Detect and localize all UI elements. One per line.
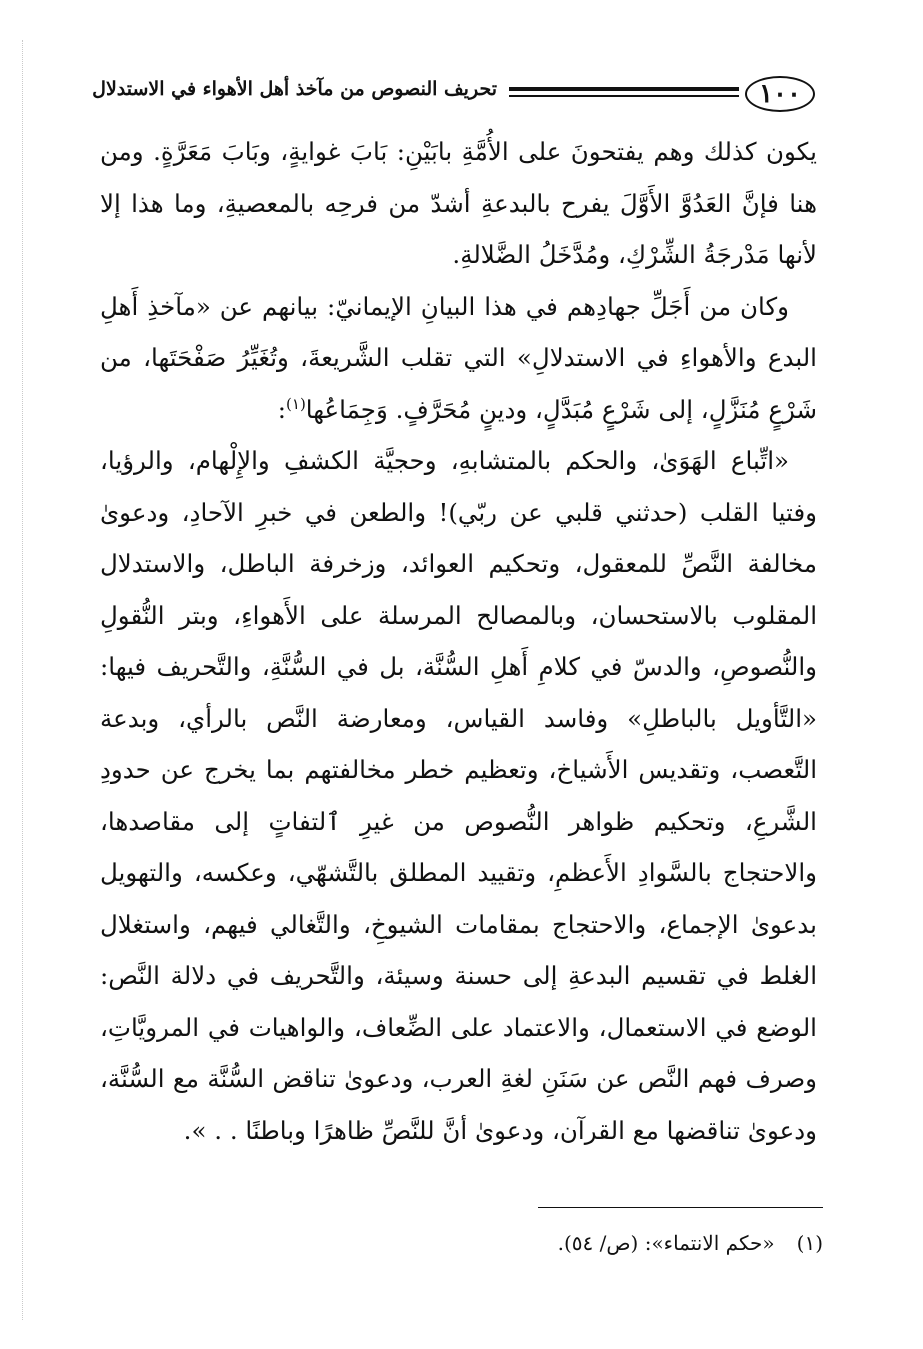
footnote-number: (١)	[796, 1231, 823, 1255]
footnote-divider	[538, 1207, 823, 1208]
header-rule	[509, 87, 739, 97]
quotation-paragraph: «اتِّباع الهَوَىٰ، والحكم بالمتشابهِ، وحجيَّة الكشفِ والإِلْهام، والرؤيا، وفتيا القلب (حدثني قلبي عن ربّي)! والطعن في خبرِ الآحادِ، ودعوىٰ مخالفة النَّصِّ للمعقول، وتحكيم العوائد، وزخرفة الباطل، والاستدلال المقلوب بالاستحسان، وبالمصالح المرسلة على الأَهواءِ، وبتر النُّقولِ والنُّصوصِ، والدسّ في كلامِ أَهلِ السُّنَّة، بل في السُّنَّةِ، والتَّحريف فيها: «التَّأويل بالباطلِ» وفاسد القياس، ومعارضة النَّص بالرأي، وبدعة التَّعصب، وتقديس الأَشياخ، وتعظيم خطر مخالفتهم بما يخرج عن حدودِ الشَّرعِ، وتحكيم ظواهر النُّصوص من غيرِ ٱلتفاتٍ إلى مقاصدها، والاحتجاج بالسَّوادِ الأَعظمِ، وتقييد المطلق بالتَّشهّي، وعكسه، والتهويل بدعوىٰ الإجماع، والاحتجاج بمقامات الشيوخِ، والتَّغالي فيهم، واستغلال الغلط في تقسيم البدعةِ إلى حسنة وسيئة، والتَّحريف في دلالة النَّص: الوضع في الاستعمال، والاعتماد على الضِّعاف، والواهيات في المرويَّاتِ، وصرف فهم النَّص عن سَنَنِ لغةِ العرب، ودعوىٰ تناقض السُّنَّة مع السُّنَّة، ودعوىٰ تناقضها مع القرآن، ودعوىٰ أنَّ للنَّصِّ ظاهرًا وباطنًا . . ».	[100, 446, 817, 1145]
footnote	[323, 1228, 823, 1258]
paragraph-2-tail: :	[277, 394, 287, 424]
running-title: تحريف النصوص من مآخذ أهل الأهواء في الاستدلال	[92, 78, 497, 100]
paragraph-2-text: وكان من أَجَلِّ جهادِهم في هذا البيانِ الإيمانيّ: بيانهم عن «مآخذِ أَهلِ البدع والأهواءِ في الاستدلالِ» التي تقلب الشَّريعةَ، وتُغَيِّرُ صَفْحَتَها، من شَرْعٍ مُنَزَّلٍ، إلى شَرْعٍ مُبَدَّلٍ، ودينٍ مُحَرَّفٍ. وَجِمَاعُها	[100, 291, 817, 424]
footnote-reference: (١)	[286, 394, 306, 413]
body-text	[100, 126, 817, 1156]
scan-edge	[22, 40, 24, 1320]
footnote-text: «حكم الانتماء»: (ص/ ٥٤).	[557, 1231, 775, 1255]
paragraph-2	[100, 281, 817, 436]
page-number: ١٠٠	[745, 76, 815, 112]
page-header	[92, 72, 815, 122]
paragraph-1: يكون كذلك وهم يفتحونَ على الأُمَّةِ بابَيْنِ: بَابَ غوايةٍ، وبَابَ مَعَرَّةٍ. ومن هنا فإنَّ العَدُوَّ الأَوَّلَ يفرح بالبدعةِ أشدّ من فرحِه بالمعصيةِ، وما هذا إلا لأنها مَدْرجَةُ الشِّرْكِ، ومُدَّخَلُ الضَّلالةِ.	[100, 137, 817, 269]
